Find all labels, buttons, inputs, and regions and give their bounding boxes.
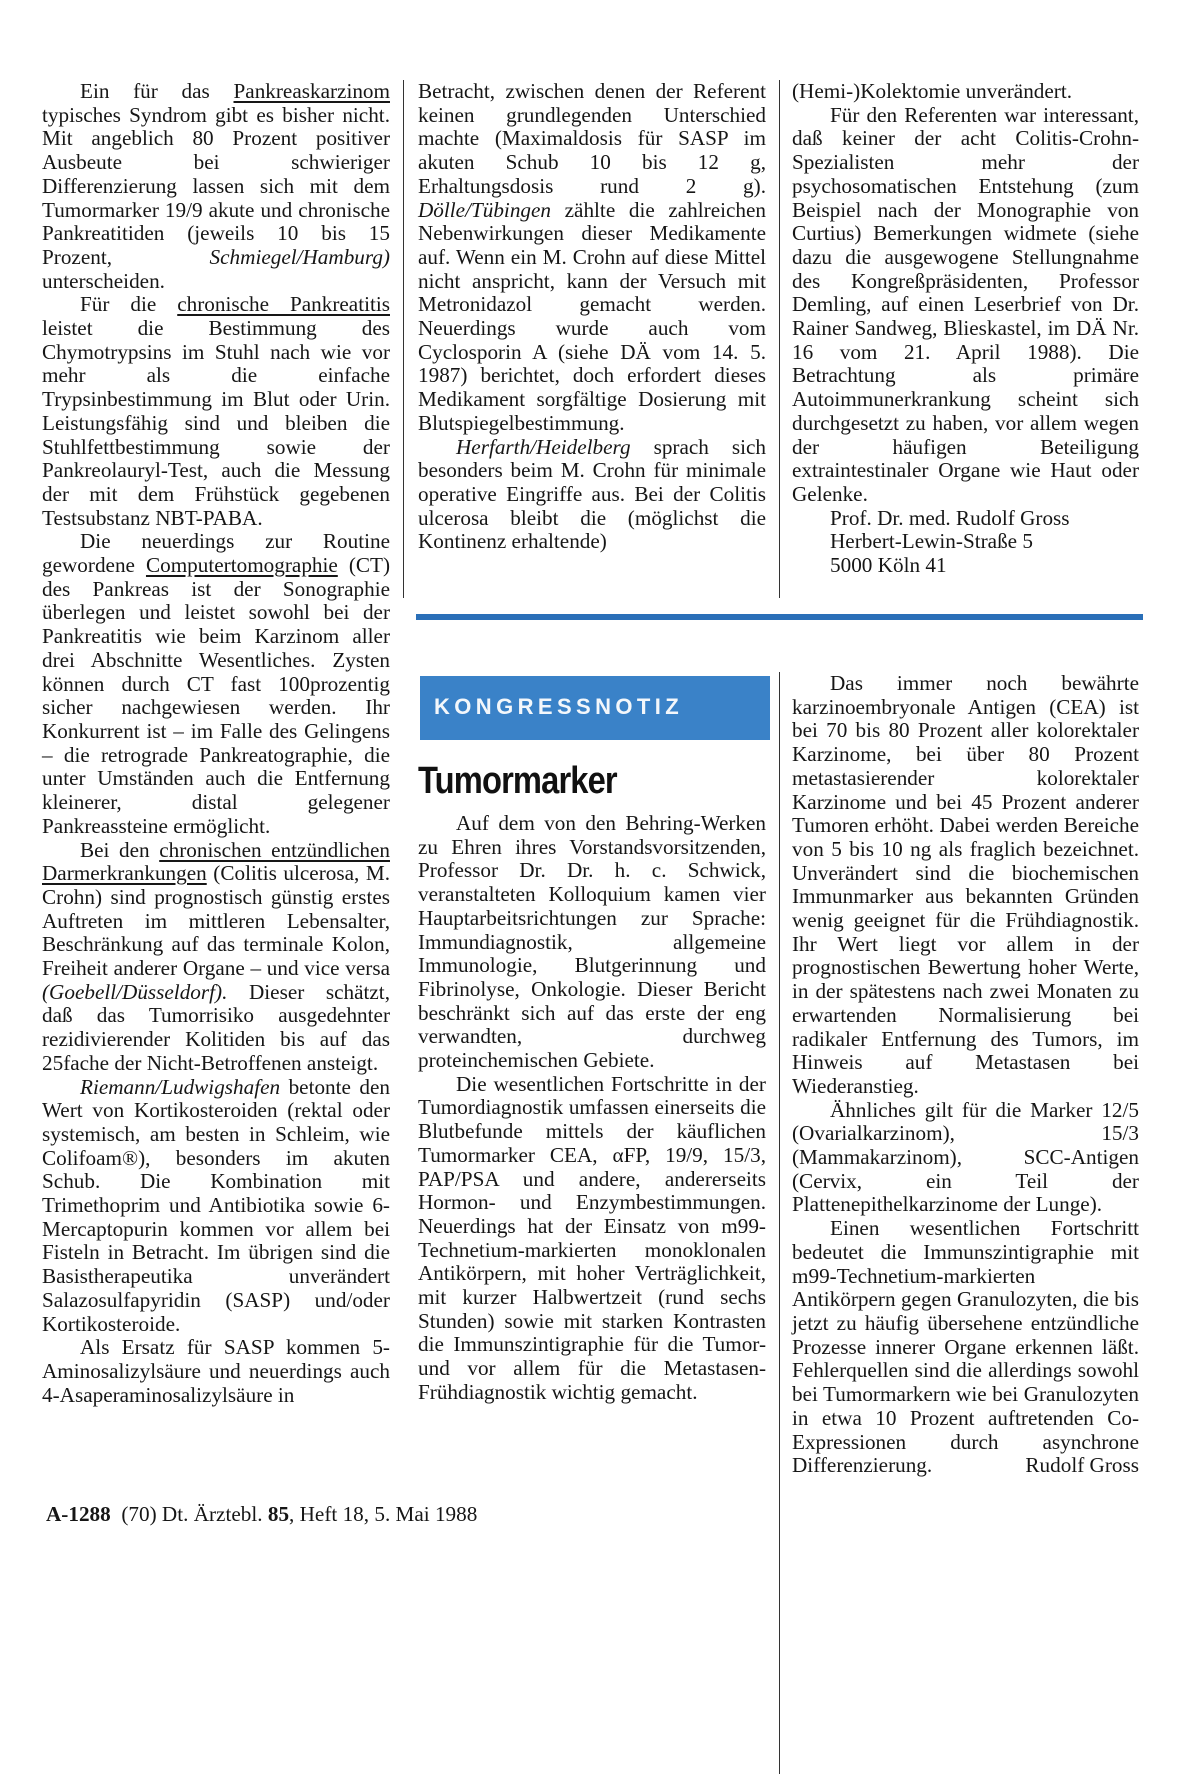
paragraph: Betracht, zwischen denen der Referent keinen grundlegenden Unterschied machte (Maximaldosis für SASP im akuten Schub 10 bis 12 g, Erhaltungsdosis rund 2 g). Dölle/Tübingen zählte die zahlreichen Nebenwirkungen dieser Medikamente auf. Wenn ein M. Crohn auf diese Mittel nicht anspricht, kann der Versuch mit Metronidazol gemacht werden. Neuerdings wurde auch vom Cyclosporin A (siehe DÄ vom 14. 5. 1987) berichtet, doch erfordert dieses Medikament sorgfältige Dosierung mit Blutspiegelbestimmung.: [418, 79, 766, 435]
notice-headline: Tumormarker: [418, 760, 617, 802]
signature-name: Prof. Dr. med. Rudolf Gross: [830, 505, 1070, 530]
keyword-underlined: chronische Pankreatitis: [177, 292, 390, 317]
page-footer: A-1288 (70) Dt. Ärztebl. 85, Heft 18, 5. Mai 1988: [46, 1502, 478, 1526]
page-number: A-1288: [46, 1502, 111, 1526]
notice-column-right: [792, 672, 1139, 1478]
notice-column-left: [418, 812, 766, 1405]
article-column-2: [418, 80, 766, 554]
paragraph: Für die chronische Pankreatitis leistet die Bestimmung des Chymotrypsins im Stuhl nach wie vor mehr als die einfache Trypsinbestimmung im Blut oder Urin. Leistungsfähig sind und bleiben die Stuhlfettbestimmung sowie der Pankreolauryl-Test, auch die Messung der mit dem Frühstück gegebenen Testsubstanz NBT-PABA.: [42, 292, 390, 530]
volume-number: 85: [267, 1502, 290, 1526]
author-reference: (Goebell/Düsseldorf).: [42, 979, 228, 1004]
keyword-underlined: chronischen entzündlichen Darmerkrankungen: [42, 837, 390, 886]
keyword-underlined: Pankreaskarzinom: [233, 79, 390, 103]
paragraph: Auf dem von den Behring-Werken zu Ehren ihres Vorstandsvorsitzenden, Professor Dr. Dr. h. c. Schwick, veranstalteten Kolloquium kamen vier Hauptarbeitsrichtungen zur Sprache: Immundiagnostik, allgemeine Immunologie, Blutgerinnung und Fibrinolyse, Onkologie. Dieser Bericht beschränkt sich auf das erste der eng verwandten, durchweg proteinchemischen Gebiete.: [418, 811, 766, 1073]
column-rule: [403, 80, 404, 598]
paragraph: (Hemi-)Kolektomie unverändert.: [792, 79, 1073, 103]
author-reference: Schmiegel/Hamburg): [209, 244, 390, 269]
paragraph: Das immer noch bewährte karzinoembryonale Antigen (CEA) ist bei 70 bis 80 Prozent aller kolorektaler Karzinome, bei über 80 Prozent metastasierender kolorektaler Karzinome und bei 45 Prozent anderer Tumoren erhöht. Dabei werden Bereiche von 5 bis 10 ng als fraglich bezeichnet. Unverändert sind die biochemischen Immunmarker aus bekannten Gründen wenig geeignet für die Frühdiagnostik. Ihr Wert liegt vor allem in der prognostischen Bewertung hoher Werte, in der spätestens nach zwei Monaten zu erwartenden Normalisierung bei radikaler Entfernung des Tumors, im Hinweis auf Metastasen bei Wiederanstieg.: [792, 671, 1139, 1098]
paragraph: Die neuerdings zur Routine gewordene Computertomographie (CT) des Pankreas ist der Sonographie überlegen und leistet sowohl bei der Pankreatitis wie beim Karzinom aller drei Abschnitte Wesentliches. Zysten können durch CT fast 100prozentig sicher nachgewiesen werden. Ihr Konkurrent ist – im Falle des Gelingens – die retrograde Pankreatographie, die unter Umständen auch die Entfernung kleinerer, distal gelegener Pankreassteine ermöglicht.: [42, 529, 390, 838]
author-reference: Herfarth/Heidelberg: [456, 434, 631, 459]
paragraph: Herfarth/Heidelberg sprach sich besonders beim M. Crohn für minimale operative Eingriffe aus. Bei der Colitis ulcerosa bleibt die (möglichst die Kontinenz erhaltende): [418, 434, 766, 554]
article-column-3: [792, 80, 1139, 578]
section-divider-bar: [416, 614, 1143, 620]
paragraph: Ein für das Pankreaskarzinom typisches Syndrom gibt es bisher nicht. Mit angeblich 80 Prozent positiver Ausbeute bei schwieriger Differenzierung lassen sich mit dem Tumormarker 19/9 akute und chronische Pankreatitiden (jeweils 10 bis 15 Prozent, Schmiegel/Hamburg) unterscheiden.: [42, 79, 390, 293]
signature-city: 5000 Köln 41: [830, 553, 947, 578]
column-rule: [779, 80, 780, 598]
paragraph: Die wesentlichen Fortschritte in der Tumordiagnostik umfassen einerseits die Blutbefunde mittels der käuflichen Tumormarker CEA, αFP, 19/9, 15/3, PAP/PSA und andere, andererseits Hormon- und Enzymbestimmungen. Neuerdings hat der Einsatz von m99-Technetium-markierten monoklonalen Antikörpern, mit hoher Verträglichkeit, mit kurzer Halbwertzeit (rund sechs Stunden) sowie mit starken Kontrasten die Immunszintigraphie für die Tumor- und vor allem für die Metastasen-Frühdiagnostik wichtig gemacht.: [418, 1071, 766, 1404]
keyword-underlined: Computertomographie: [145, 553, 338, 578]
paragraph: Für den Referenten war interessant, daß keiner der acht Colitis-Crohn-Spezialisten mehr der psychosomatischen Entstehung (zum Beispiel nach der Monographie von Curtius) Bemerkungen widmete (siehe dazu die ausgewogene Stellungnahme des Kongreßpräsidenten, Professor Demling, auf einen Leserbrief von Dr. Rainer Sandweg, Blieskastel, im DÄ Nr. 16 vom 21. April 1988). Die Betrachtung als primäre Autoimmunerkrankung scheint sich durchgesetzt zu haben, vor allem wegen der häufigen Beteiligung extraintestinaler Organe wie Haut oder Gelenke.: [792, 102, 1139, 506]
column-rule: [779, 672, 780, 1774]
article-column-1: [42, 80, 390, 1407]
author-reference: Dölle/Tübingen: [418, 197, 552, 222]
paragraph: Einen wesentlichen Fortschritt bedeutet die Immunszintigraphie mit m99-Technetium-markierten Antikörpern gegen Granulozyten, die bis jetzt zu häufig übersehene entzündliche Prozesse innerer Organe erkennen läßt. Fehlerquellen sind die allerdings sowohl bei Tumormarkern wie bei Granulozyten in etwa 10 Prozent auftretenden Co-Expressionen durch asynchrone Differenzierung. Rudolf Gross: [792, 1216, 1139, 1478]
author-reference: Riemann/Ludwigshafen: [80, 1074, 281, 1099]
notice-author: Rudolf Gross: [1025, 1453, 1139, 1478]
paragraph: Bei den chronischen entzündlichen Darmerkrankungen (Colitis ulcerosa, M. Crohn) sind prognostisch günstig erstes Auftreten im mittleren Lebensalter, Beschränkung auf das terminale Kolon, Freiheit anderer Organe – und vice versa (Goebell/Düsseldorf). Dieser schätzt, daß das Tumorrisiko ausgedehnter rezidivierender Kolitiden bis auf das 25fache der Nicht-Betroffenen ansteigt.: [42, 837, 390, 1075]
paragraph: Als Ersatz für SASP kommen 5-Aminosalizylsäure und neuerdings auch 4-Asaperaminosalizylsäure in: [42, 1335, 390, 1407]
paragraph: Ähnliches gilt für die Marker 12/5 (Ovarialkarzinom), 15/3 (Mammakarzinom), SCC-Antigen (Cervix, ein Teil der Plattenepithelkarzinome der Lunge).: [792, 1097, 1139, 1217]
signature-street: Herbert-Lewin-Straße 5: [830, 529, 1033, 554]
paragraph: Riemann/Ludwigshafen betonte den Wert von Kortikosteroiden (rektal oder systemisch, am besten in Schleim, wie Colifoam®), besonders im akuten Schub. Die Kombination mit Trimethoprim und Antibiotika sowie 6-Mercaptopurin kommen vor allem bei Fisteln in Betracht. Im übrigen sind die Basistherapeutika unverändert Salazosulfapyridin (SASP) und/oder Kortikosteroide.: [42, 1074, 390, 1336]
kicker-label: KONGRESSNOTIZ: [434, 694, 684, 719]
kicker-box: [420, 676, 770, 740]
